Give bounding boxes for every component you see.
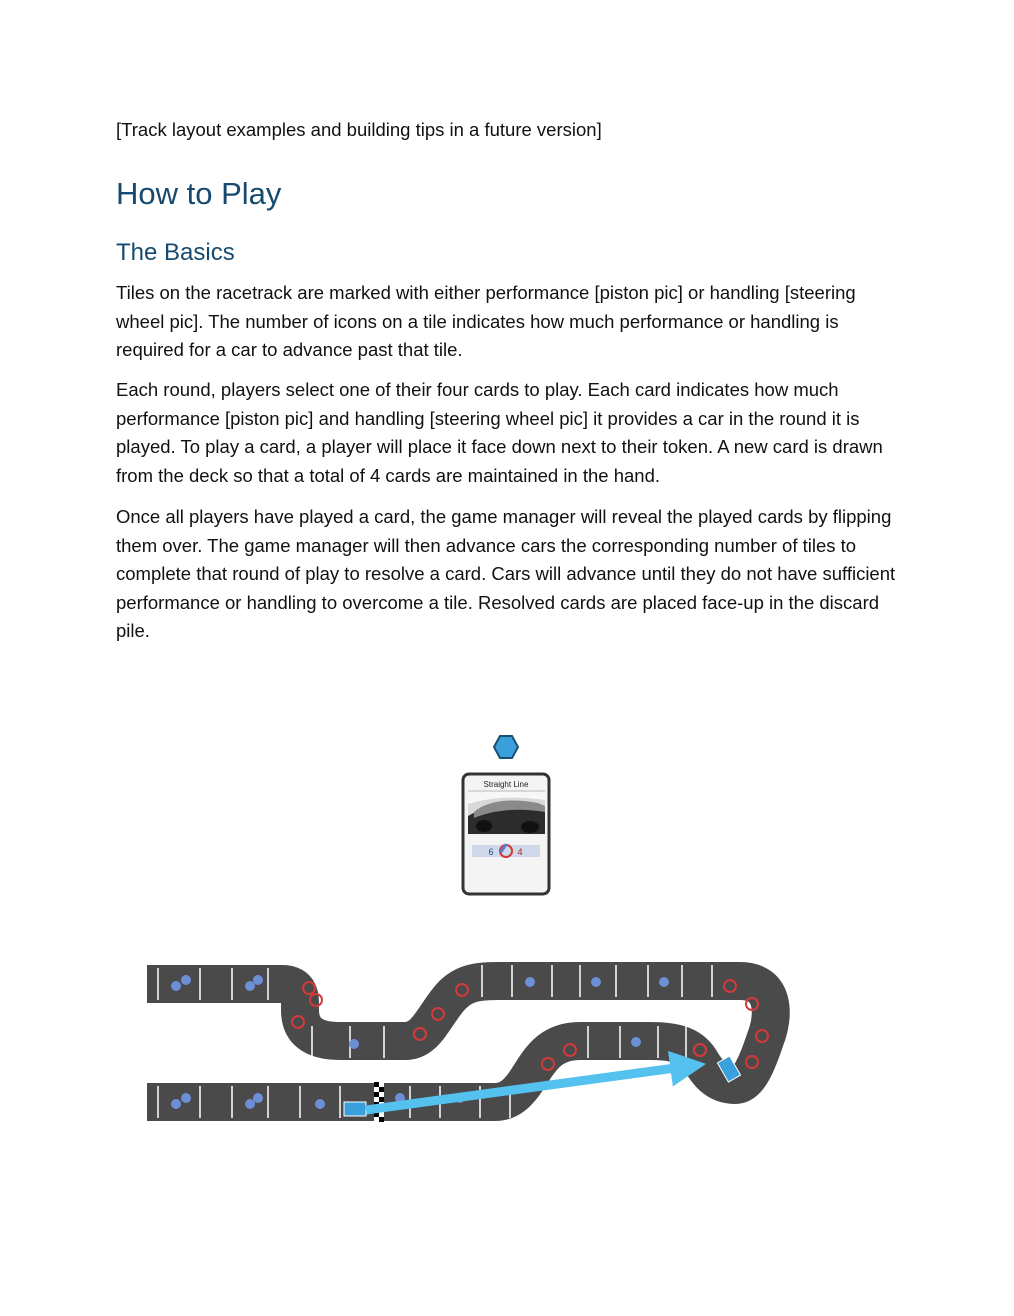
future-version-note: [Track layout examples and building tips in a future version] [116, 119, 602, 140]
piston-icon [349, 1039, 359, 1049]
played-card [463, 774, 549, 894]
piston-icon [253, 975, 263, 985]
piston-icon [631, 1037, 641, 1047]
card-title: Straight Line [483, 780, 529, 789]
paragraph-tiles: Tiles on the racetrack are marked with either performance [piston pic] or handling [steering wheel pic]. The number of icons on a tile indicates how much performance or handling is required for a car to advance past that tile. [116, 282, 856, 360]
piston-icon [171, 981, 181, 991]
piston-icon [181, 1093, 191, 1103]
card-performance-value: 6 [488, 847, 494, 857]
piston-icon [171, 1099, 181, 1109]
piston-icon [591, 977, 601, 987]
piston-icon [525, 977, 535, 987]
card-race-car-image [468, 790, 545, 834]
player-token-hexagon [494, 736, 518, 758]
card-handling-value: 4 [517, 847, 523, 857]
piston-icon [245, 981, 255, 991]
piston-icon [245, 1099, 255, 1109]
page-title: How to Play [116, 176, 282, 211]
piston-icon [659, 977, 669, 987]
piston-icon [315, 1099, 325, 1109]
paragraph-rounds: Each round, players select one of their four cards to play. Each card indicates how much performance [piston pic] and handling [steering wheel pic] it provides a car in the round it is played. To play a card, a player will place it face down next to their token. A new card is drawn from the deck so that a total of 4 cards are maintained in the hand. [116, 379, 883, 486]
piston-icon [253, 1093, 263, 1103]
start-finish-line [374, 1082, 384, 1122]
piston-icon [181, 975, 191, 985]
car-start-position [344, 1102, 366, 1116]
section-heading: The Basics [116, 239, 235, 266]
paragraph-resolve: Once all players have played a card, the game manager will reveal the played cards by flipping them over. The game manager will then advance cars the corresponding number of tiles to complete that round of play to resolve a card. Cars will advance until they do not have sufficient performance or handling to overcome a tile. Resolved cards are placed face-up in the discard pile. [116, 506, 896, 641]
